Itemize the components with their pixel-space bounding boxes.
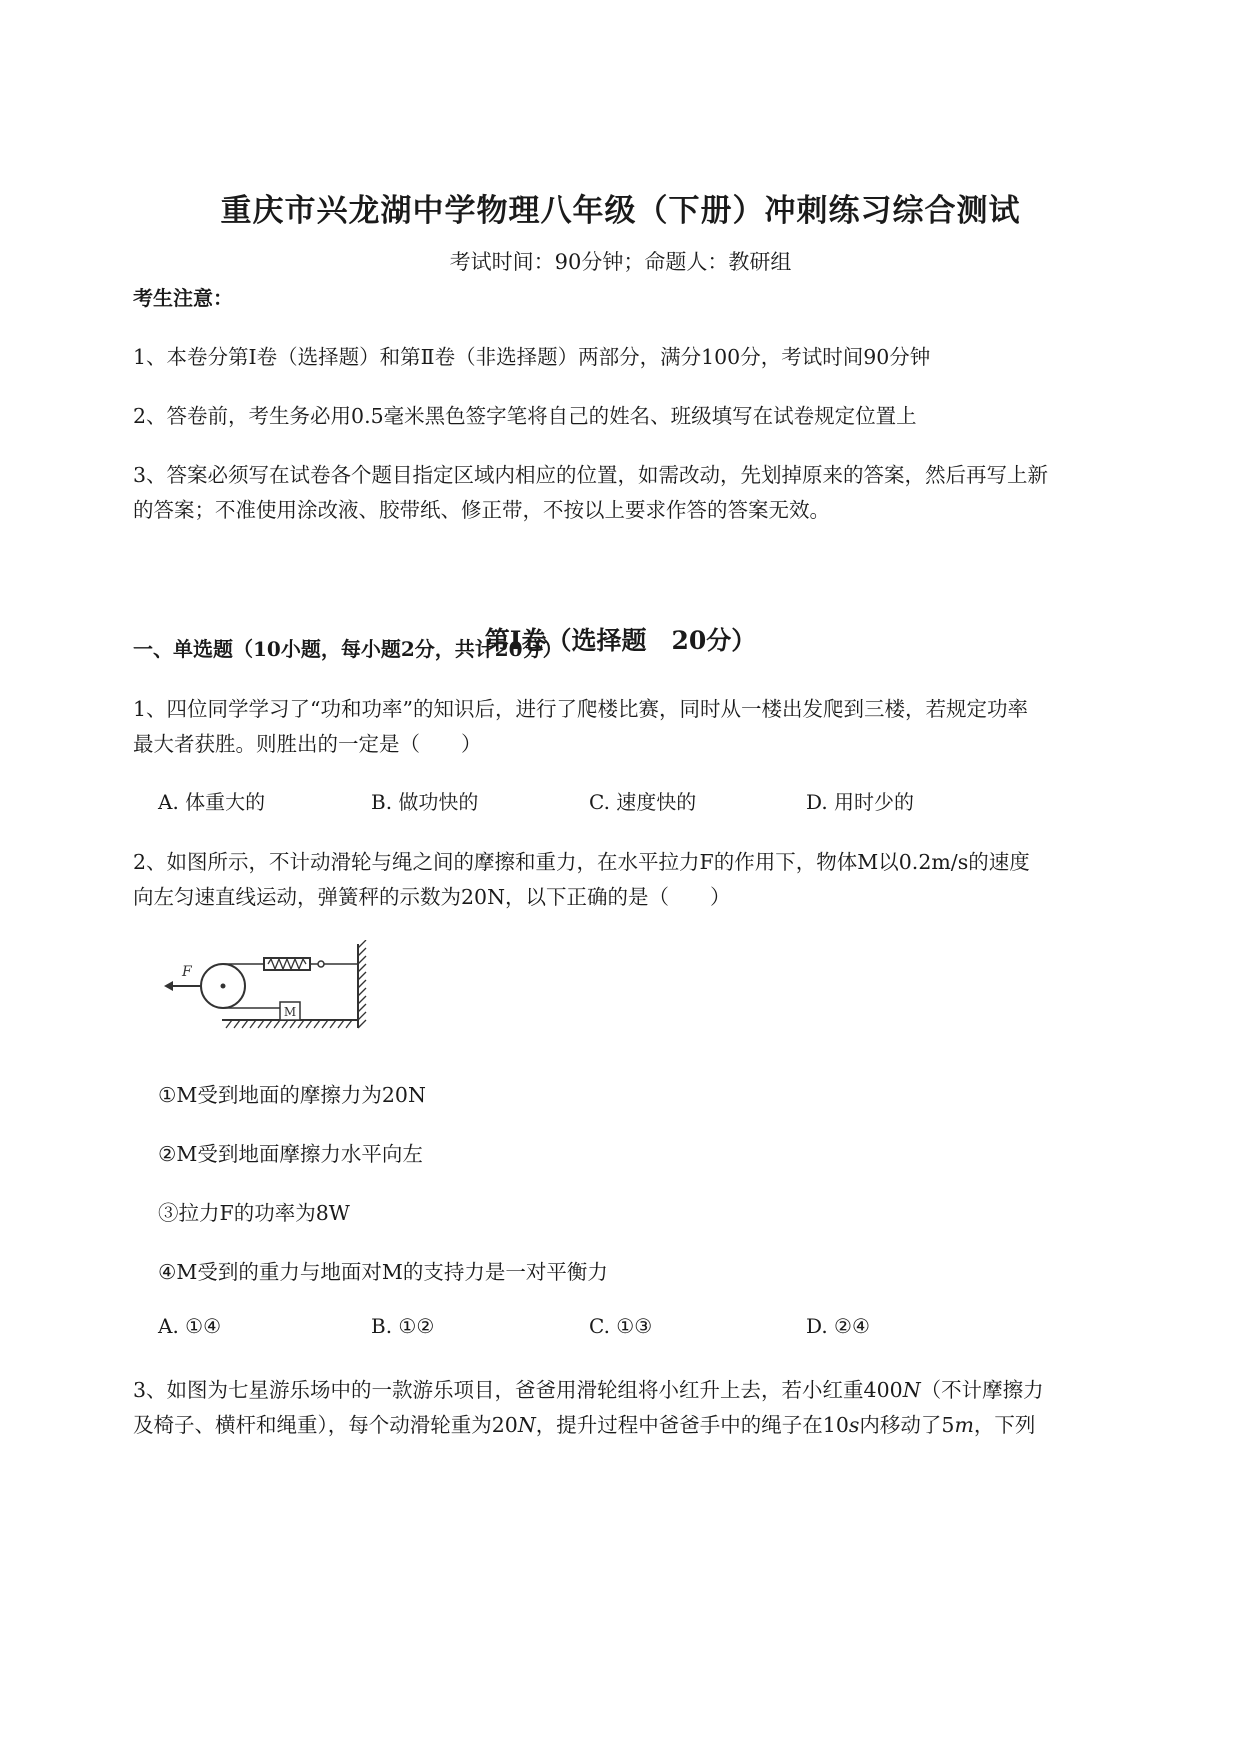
q3-weight-value: 400 <box>863 1378 903 1402</box>
ground-hatching <box>226 1020 352 1028</box>
pulley-axle <box>221 984 226 989</box>
q2-option-d[interactable]: D. ②④ <box>806 1314 870 1338</box>
q1-option-c[interactable]: C. 速度快的 <box>589 790 697 814</box>
q3-line2-text-g: 内移动了 <box>859 1413 942 1437</box>
q3-line2-text-j: ，下列 <box>973 1413 1036 1437</box>
q3-pulley-weight-unit: N <box>517 1413 536 1437</box>
q2-stem-line1: 2、如图所示，不计动滑轮与绳之间的摩擦和重力，在水平拉力F的作用下，物体M以0.2m/s的速度 <box>133 850 1030 874</box>
exam-info: 考试时间：90分钟；命题人：教研组 <box>449 250 792 274</box>
wall-hatching <box>358 940 366 1028</box>
q3-line1-text-a: 3、如图为七星游乐场中的一款游乐项目，爸爸用滑轮组将小红升上去，若小红重 <box>133 1378 864 1402</box>
q3-line1-text-d: （不计摩擦力 <box>920 1378 1044 1402</box>
notice-item-3: 3、答案必须写在试卷各个题目指定区域内相应的位置，如需改动，先划掉原来的答案，然后再写上新 <box>133 463 1049 487</box>
q3-stem-line2 <box>133 1408 1035 1438</box>
notice-item-2: 2、答卷前，考生务必用0.5毫米黑色签字笔将自己的姓名、班级填写在试卷规定位置上 <box>133 404 917 428</box>
q2-stem-line2: 向左匀速直线运动，弹簧秤的示数为20N，以下正确的是（ ） <box>133 885 731 909</box>
q1-stem-line2: 最大者获胜。则胜出的一定是（ ） <box>133 732 482 756</box>
q2-option-b[interactable]: B. ①② <box>371 1314 435 1338</box>
force-label: F <box>182 964 192 980</box>
q3-line2-text-a: 及椅子、横杆和绳重），每个动滑轮重为 <box>133 1413 492 1437</box>
q3-stem-line1 <box>133 1373 1044 1403</box>
q1-option-b[interactable]: B. 做功快的 <box>371 790 479 814</box>
scale-ring <box>318 961 324 967</box>
block-label: M <box>283 1005 297 1019</box>
q3-weight-unit: N <box>902 1378 921 1402</box>
page-title: 重庆市兴龙湖中学物理八年级（下册）冲刺练习综合测试 <box>220 193 1021 229</box>
section-title: 第Ⅰ卷（选择题 20分） <box>484 626 757 655</box>
q2-statement-2: ②M受到地面摩擦力水平向左 <box>158 1142 423 1166</box>
q1-option-d[interactable]: D. 用时少的 <box>806 790 915 814</box>
notice-item-3-cont: 的答案；不准使用涂改液、胶带纸、修正带，不按以上要求作答的答案无效。 <box>133 498 830 522</box>
q3-distance-unit: m <box>954 1413 974 1437</box>
q2-option-c[interactable]: C. ①③ <box>589 1314 653 1338</box>
notice-heading: 考生注意： <box>133 286 233 310</box>
q2-statement-1: ①M受到地面的摩擦力为20N <box>158 1083 426 1107</box>
pulley-diagram <box>158 940 378 1040</box>
force-arrowhead <box>164 981 173 991</box>
q2-statement-4: ④M受到的重力与地面对M的支持力是一对平衡力 <box>158 1260 608 1284</box>
q3-time-value: 10 <box>822 1413 849 1437</box>
q1-option-a[interactable]: A. 体重大的 <box>158 790 266 814</box>
part-heading: 一、单选题（10小题，每小题2分，共计20分） <box>133 637 563 661</box>
q3-time-unit: s <box>848 1413 860 1437</box>
q3-distance-value: 5 <box>941 1413 955 1437</box>
q2-statement-3: ③拉力F的功率为8W <box>158 1201 350 1225</box>
q3-line2-text-d: ，提升过程中爸爸手中的绳子在 <box>535 1413 823 1437</box>
q1-stem-line1: 1、四位同学学习了“功和功率”的知识后，进行了爬楼比赛，同时从一楼出发爬到三楼，若规定功率 <box>133 697 1029 721</box>
q2-option-a[interactable]: A. ①④ <box>158 1314 222 1338</box>
notice-item-1: 1、本卷分第Ⅰ卷（选择题）和第Ⅱ卷（非选择题）两部分，满分100分，考试时间90分钟 <box>133 345 931 369</box>
q3-pulley-weight-value: 20 <box>491 1413 518 1437</box>
